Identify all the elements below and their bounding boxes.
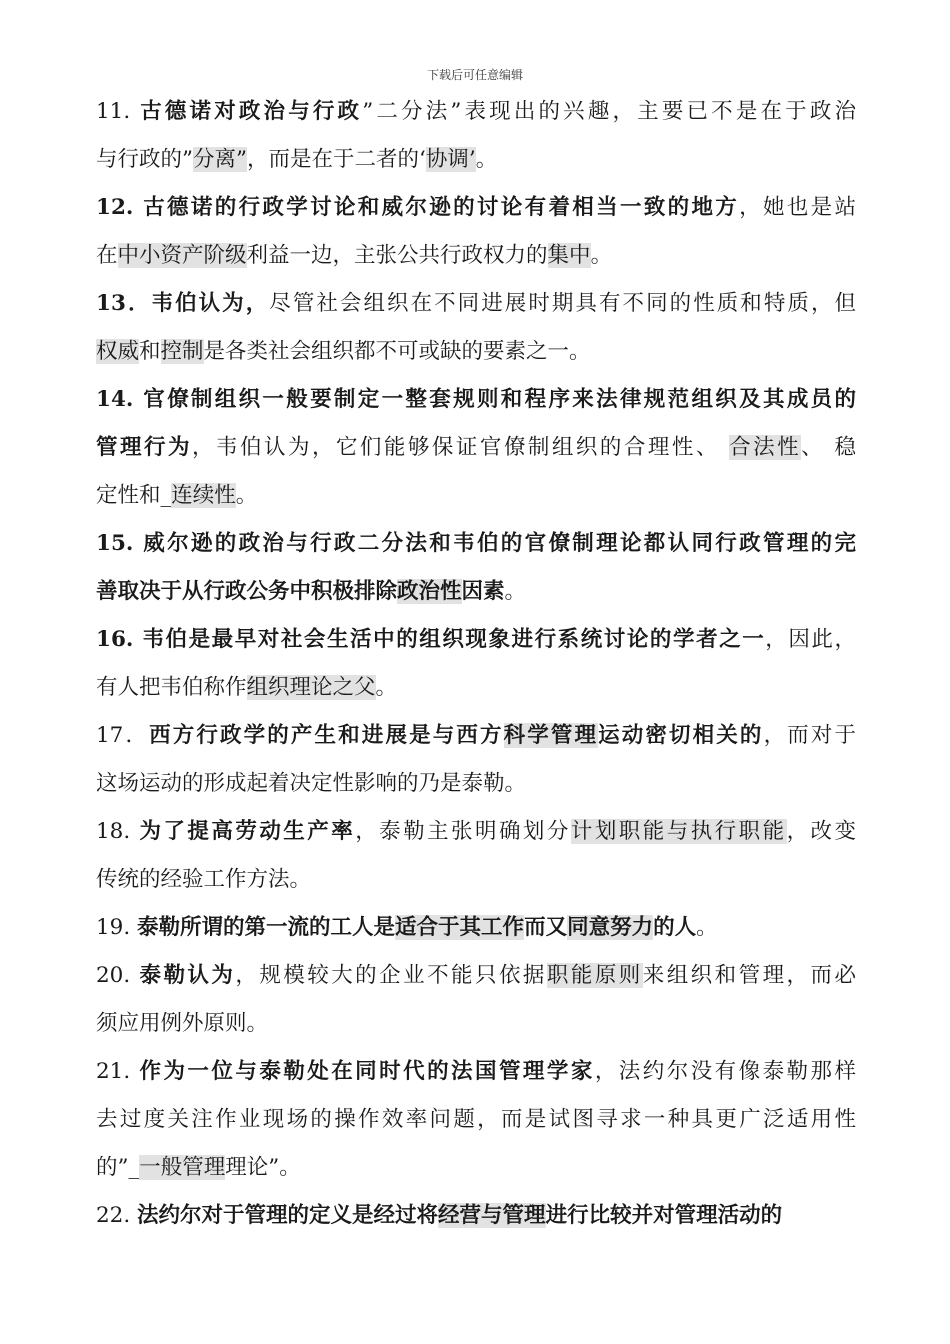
question-line bbox=[96, 136, 856, 184]
question-line bbox=[96, 1048, 856, 1096]
question-text: 18. bbox=[96, 819, 140, 844]
question-text: ，她也是站 bbox=[739, 195, 856, 220]
question-text: 17． bbox=[96, 723, 150, 748]
answer-highlight: 适合于其工作 bbox=[395, 915, 525, 940]
question-line bbox=[96, 856, 856, 904]
question-line bbox=[96, 472, 856, 520]
question-text: 利益一边，主张公共行政权力的 bbox=[246, 243, 548, 268]
question-text: ，因此， bbox=[765, 627, 856, 652]
answer-highlight: 权威 bbox=[96, 339, 140, 364]
question-text: 在 bbox=[96, 243, 118, 268]
question-text: 因素 bbox=[461, 579, 505, 604]
question-text: 定性和_ bbox=[96, 483, 172, 508]
question-18 bbox=[96, 808, 856, 904]
question-text: 。 bbox=[590, 243, 613, 268]
question-21 bbox=[96, 1048, 856, 1192]
question-text: ，韦伯认为，它们能够保证官僚制组织的合理性、 bbox=[191, 435, 730, 460]
question-line bbox=[96, 760, 856, 808]
question-17 bbox=[96, 712, 856, 808]
question-text: 理论”。 bbox=[225, 1155, 301, 1180]
question-13 bbox=[96, 280, 856, 376]
question-11 bbox=[96, 88, 856, 184]
question-text: 与行政的” bbox=[96, 147, 193, 172]
question-text: 这场运动的形成起着决定性影响的乃是泰勒。 bbox=[96, 771, 527, 796]
question-22 bbox=[96, 1192, 856, 1240]
answer-highlight: 合法性 bbox=[729, 435, 802, 460]
question-text: 和 bbox=[139, 339, 161, 364]
answer-highlight: 一般管理 bbox=[139, 1155, 226, 1180]
question-line bbox=[96, 328, 856, 376]
question-text: ，改变 bbox=[786, 819, 856, 844]
question-text: 运动密切相关的 bbox=[598, 723, 764, 748]
question-text: 20. bbox=[96, 963, 140, 988]
answer-highlight: 经营与管理 bbox=[438, 1203, 546, 1228]
question-text: ”二分法”表现出的兴趣，主要已不是在于政治 bbox=[362, 99, 856, 124]
question-text: 。 bbox=[504, 579, 527, 604]
answer-highlight: 协调’ bbox=[425, 147, 476, 172]
question-text: 16. 韦伯是最早对社会生活中的组织现象进行系统讨论的学者之一 bbox=[96, 627, 766, 652]
answer-highlight: 政治性 bbox=[397, 579, 462, 604]
question-text: 14. 官僚制组织一般要制定一整套规则和程序来法律规范组织及其成员的 bbox=[96, 387, 856, 412]
question-text: 22. bbox=[96, 1203, 138, 1228]
answer-highlight: 组织理论之父 bbox=[246, 675, 376, 700]
question-text: 须应用例外原则。 bbox=[96, 1011, 269, 1036]
answer-highlight: 科学管理 bbox=[503, 723, 599, 748]
question-text: 传统的经验工作方法。 bbox=[96, 867, 312, 892]
question-text: 12. 古德诺的行政学讨论和威尔逊的讨论有着相当一致的地方 bbox=[96, 195, 740, 220]
answer-highlight: 同意努力 bbox=[567, 915, 654, 940]
answer-highlight: 集中 bbox=[547, 243, 591, 268]
answer-highlight: 控制 bbox=[160, 339, 204, 364]
answer-highlight: 连续性 bbox=[171, 483, 236, 508]
question-text: 西方行政学的产生和进展是与西方 bbox=[149, 723, 504, 748]
question-text: 。 bbox=[696, 915, 718, 940]
question-text: ，法约尔没有像泰勒那样 bbox=[594, 1059, 856, 1084]
question-text: 管理行为 bbox=[96, 435, 192, 460]
answer-highlight: 中小资产阶级 bbox=[117, 243, 247, 268]
question-text: 的”_ bbox=[96, 1155, 140, 1180]
question-text: 进行比较并对管理活动的 bbox=[545, 1203, 783, 1228]
question-text: 来组织和管理，而必 bbox=[642, 963, 856, 988]
question-text: 的人 bbox=[653, 915, 697, 940]
question-text: 善取决于从行政公务中积极排除 bbox=[96, 579, 398, 604]
question-line bbox=[96, 664, 856, 712]
question-20 bbox=[96, 952, 856, 1048]
question-text: 去过度关注作业现场的操作效率问题，而是试图寻求一种具更广泛适用性 bbox=[96, 1107, 856, 1132]
question-line bbox=[96, 616, 856, 664]
question-text: 。 bbox=[235, 483, 258, 508]
question-text: 尽管社会组织在不同进展时期具有不同的性质和特质，但 bbox=[269, 291, 856, 316]
question-text: ，规模较大的企业不能只依据 bbox=[235, 963, 547, 988]
question-line bbox=[96, 904, 856, 952]
question-text: 是各类社会组织都不可或缺的要素之一。 bbox=[203, 339, 591, 364]
question-16 bbox=[96, 616, 856, 712]
question-text: 泰勒所谓的第一流的工人是 bbox=[137, 915, 396, 940]
question-text: 11. bbox=[96, 99, 141, 124]
question-text: ，而对于 bbox=[763, 723, 856, 748]
question-line bbox=[96, 952, 856, 1000]
question-line bbox=[96, 184, 856, 232]
question-text: 为了提高劳动生产率 bbox=[139, 819, 356, 844]
question-19 bbox=[96, 904, 856, 952]
answer-highlight: 职能原则 bbox=[546, 963, 643, 988]
answer-highlight: 分离” bbox=[193, 147, 247, 172]
question-line bbox=[96, 88, 856, 136]
question-12 bbox=[96, 184, 856, 280]
question-text: 21. bbox=[96, 1059, 140, 1084]
question-text: 古德诺对政治与行政 bbox=[140, 99, 363, 124]
question-text: 13．韦伯认为， bbox=[96, 291, 270, 316]
question-text: ，泰勒主张明确划分 bbox=[355, 819, 571, 844]
question-line bbox=[96, 808, 856, 856]
question-line bbox=[96, 1096, 856, 1144]
question-text: 19. bbox=[96, 915, 138, 940]
question-line bbox=[96, 232, 856, 280]
question-line bbox=[96, 376, 856, 424]
question-14 bbox=[96, 376, 856, 520]
question-line bbox=[96, 568, 856, 616]
page-header: 下载后可任意编辑 bbox=[426, 68, 523, 82]
question-text: 泰勒认为 bbox=[139, 963, 236, 988]
question-text: 。 bbox=[475, 147, 498, 172]
question-line bbox=[96, 1000, 856, 1048]
question-line bbox=[96, 712, 856, 760]
question-line bbox=[96, 1144, 856, 1192]
question-text: 15. 威尔逊的政治与行政二分法和韦伯的官僚制理论都认同行政管理的完 bbox=[96, 531, 856, 556]
answer-highlight: 计划职能与执行职能 bbox=[570, 819, 787, 844]
question-text: 、 稳 bbox=[801, 435, 856, 460]
question-line bbox=[96, 424, 856, 472]
question-line bbox=[96, 280, 856, 328]
question-text: 法约尔对于管理的定义是经过将 bbox=[137, 1203, 439, 1228]
question-text: ，而是在于二者的‘ bbox=[247, 147, 426, 172]
question-text: 作为一位与泰勒处在同时代的法国管理学家 bbox=[139, 1059, 595, 1084]
question-15 bbox=[96, 520, 856, 616]
question-line bbox=[96, 1192, 856, 1240]
question-text: 而又 bbox=[524, 915, 568, 940]
question-text: 。 bbox=[375, 675, 398, 700]
question-text: 有人把韦伯称作 bbox=[96, 675, 247, 700]
question-line bbox=[96, 520, 856, 568]
